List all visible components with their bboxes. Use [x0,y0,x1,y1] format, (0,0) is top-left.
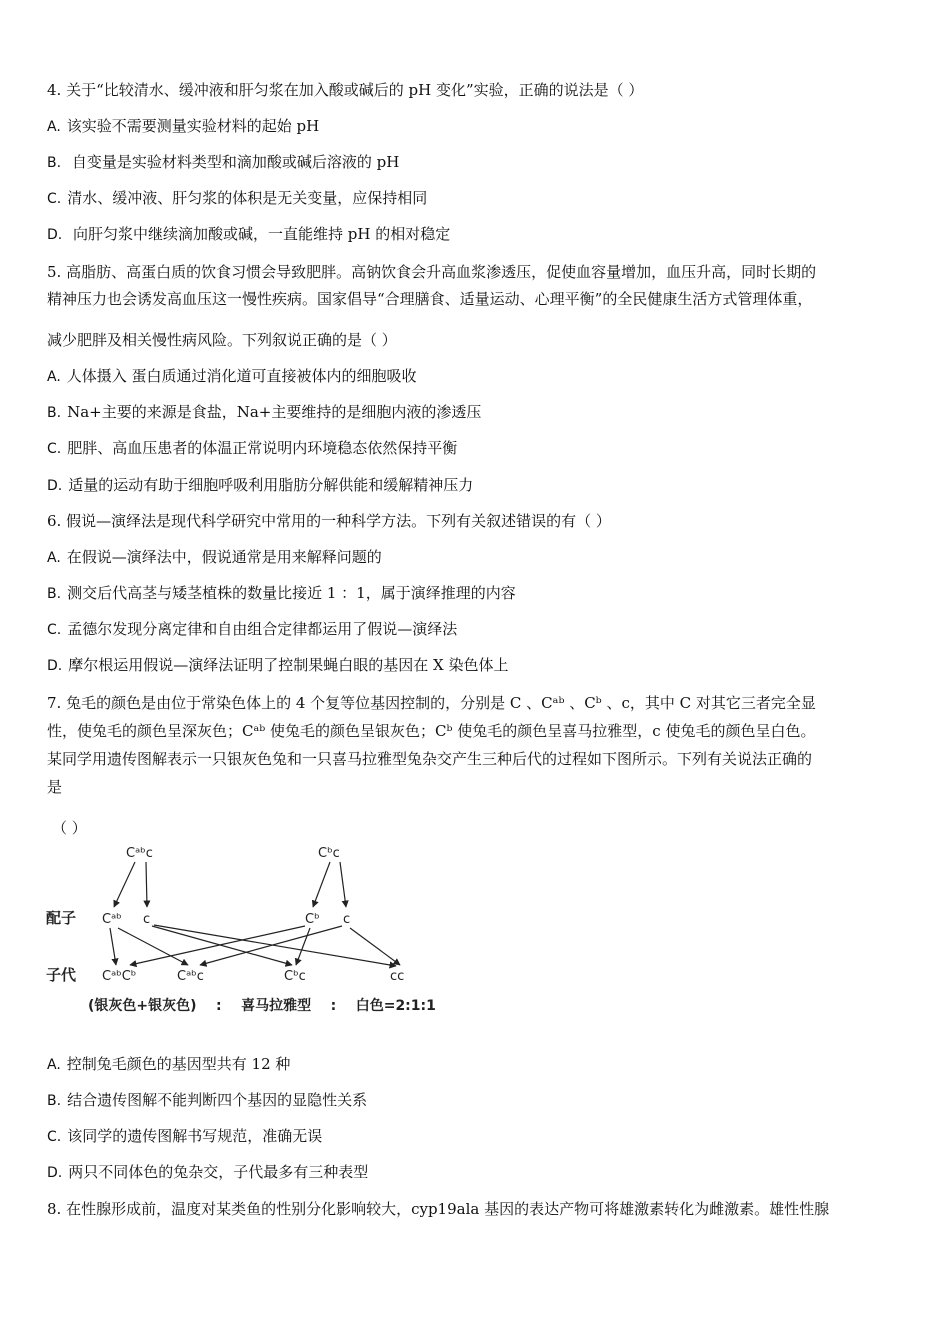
q6-option-a [47,546,382,569]
offspring-row-label: 子代 [46,966,77,984]
q6-option-b [47,582,516,605]
option-text: 肥胖、高血压患者的体温正常说明内环境稳态依然保持平衡 [67,439,458,457]
option-text: 清水、缓冲液、肝匀浆的体积是无关变量，应保持相同 [67,189,428,207]
option-label: B. [47,155,62,171]
option-label: A. [47,119,61,135]
offspring-4: cc [390,969,405,984]
q5-option-d [47,474,473,497]
fertilization-arrows [110,925,400,966]
q5-stem-line1: 5. 高脂肪、高蛋白质的饮食习惯会导致肥胖。高钠饮食会升高血浆渗透压，促使血容量增加，血压升高，同时长期的 [47,263,817,281]
parent-1-genotype: Cᵃᵇc [126,846,153,861]
q4-option-c [47,187,427,210]
parent-2-genotype: Cᵇc [318,846,340,861]
option-text: 该实验不需要测量实验材料的起始 pH [66,117,320,135]
option-label: A. [47,550,61,566]
option-label: C. [47,191,62,207]
q7-stem-line3: 某同学用遗传图解表示一只银灰色兔和一只喜马拉雅型兔杂交产生三种后代的过程如下图所示。下列有关说法正确的 [47,750,813,768]
gamete-1: Cᵃᵇ [102,912,122,927]
q6-option-d [47,654,508,677]
option-text: 向肝匀浆中继续滴加酸或碱，一直能维持 pH 的相对稳定 [68,225,451,243]
gamete-3: Cᵇ [305,912,320,927]
option-text: 该同学的遗传图解书写规范，准确无误 [67,1127,323,1145]
q4-option-a [47,115,319,138]
q7-option-c [47,1125,322,1148]
option-text: 摩尔根运用假说—演绎法证明了控制果蝇白眼的基因在 X 染色体上 [68,656,509,674]
option-label: B. [47,586,62,602]
q6-stem: 6. 假说—演绎法是现代科学研究中常用的一种科学方法。下列有关叙述错误的有（ ） [47,512,611,530]
option-text: 两只不同体色的兔杂交，子代最多有三种表型 [68,1163,369,1181]
q5-option-b [47,401,481,424]
q7-option-a [47,1053,290,1076]
offspring-1: CᵃᵇCᵇ [102,969,137,984]
q5-stem-line2: 精神压力也会诱发高血压这一慢性疾病。国家倡导“合理膳食、适量运动、心理平衡”的全民健康生活方式管理体重， [47,290,813,308]
q7-option-b [47,1089,367,1112]
option-text: 自变量是实验材料类型和滴加酸或碱后溶液的 pH [67,153,400,171]
option-label: C. [47,441,62,457]
q7-option-d [47,1161,368,1184]
option-text: Na+主要的来源是食盐，Na+主要维持的是细胞内液的渗透压 [67,403,482,421]
option-text: 控制兔毛颜色的基因型共有 12 种 [66,1055,291,1073]
offspring-2: Cᵃᵇc [177,969,204,984]
gamete-2: c [143,912,151,927]
option-text: 孟德尔发现分离定律和自由组合定律都运用了假说—演绎法 [67,620,458,638]
option-label: D. [47,1165,63,1181]
genetic-cross-diagram [40,835,480,1015]
gamete-4: c [343,912,351,927]
q4-option-b [47,151,399,174]
q4-stem: 4. 关于“比较清水、缓冲液和肝匀浆在加入酸或碱后的 pH 变化”实验，正确的说法是（ ） [47,81,644,99]
option-label: C. [47,622,62,638]
option-label: B. [47,405,62,421]
option-text: 在假说—演绎法中，假说通常是用来解释问题的 [66,548,382,566]
q7-stem-line2: 性，使兔毛的颜色呈深灰色；Cᵃᵇ 使兔毛的颜色呈银灰色；Cᵇ 使兔毛的颜色呈喜马拉雅型，c 使兔毛的颜色呈白色。 [47,722,816,740]
q5-stem-line3: 减少肥胖及相关慢性病风险。下列叙说正确的是（ ） [47,331,397,349]
option-label: D. [47,478,63,494]
q7-stem-line1: 7. 兔毛的颜色是由位于常染色体上的 4 个复等位基因控制的，分别是 C 、Cᵃᵇ 、Cᵇ 、c，其中 C 对其它三者完全显 [47,694,816,712]
q7-stem-line4: 是 [47,778,63,796]
phenotype-ratio: (银灰色+银灰色) : 喜马拉雅型 : 白色=2:1:1 [88,998,436,1014]
option-label: D. [47,227,63,243]
option-label: D. [47,658,63,674]
option-label: A. [47,369,61,385]
q5-option-c [47,437,457,460]
option-text: 适量的运动有助于细胞呼吸利用脂肪分解供能和缓解精神压力 [68,476,474,494]
q4-option-d [47,223,450,246]
meiosis-arrows [114,862,346,907]
offspring-3: Cᵇc [284,969,306,984]
q6-option-c [47,618,457,641]
option-text: 结合遗传图解不能判断四个基因的显隐性关系 [67,1091,368,1109]
option-label: C. [47,1129,62,1145]
q5-option-a [47,365,417,388]
q7-answer-blank: （ ） [52,819,87,837]
option-label: A. [47,1057,61,1073]
gamete-row-label: 配子 [46,909,77,927]
q8-stem: 8. 在性腺形成前，温度对某类鱼的性别分化影响较大，cyp19ala 基因的表达产物可将雄激素转化为雌激素。雄性性腺 [47,1200,830,1218]
option-label: B. [47,1093,62,1109]
option-text: 测交后代高茎与矮茎植株的数量比接近 1 ：1，属于演绎推理的内容 [67,584,516,602]
option-text: 人体摄入 蛋白质通过消化道可直接被体内的细胞吸收 [66,367,417,385]
